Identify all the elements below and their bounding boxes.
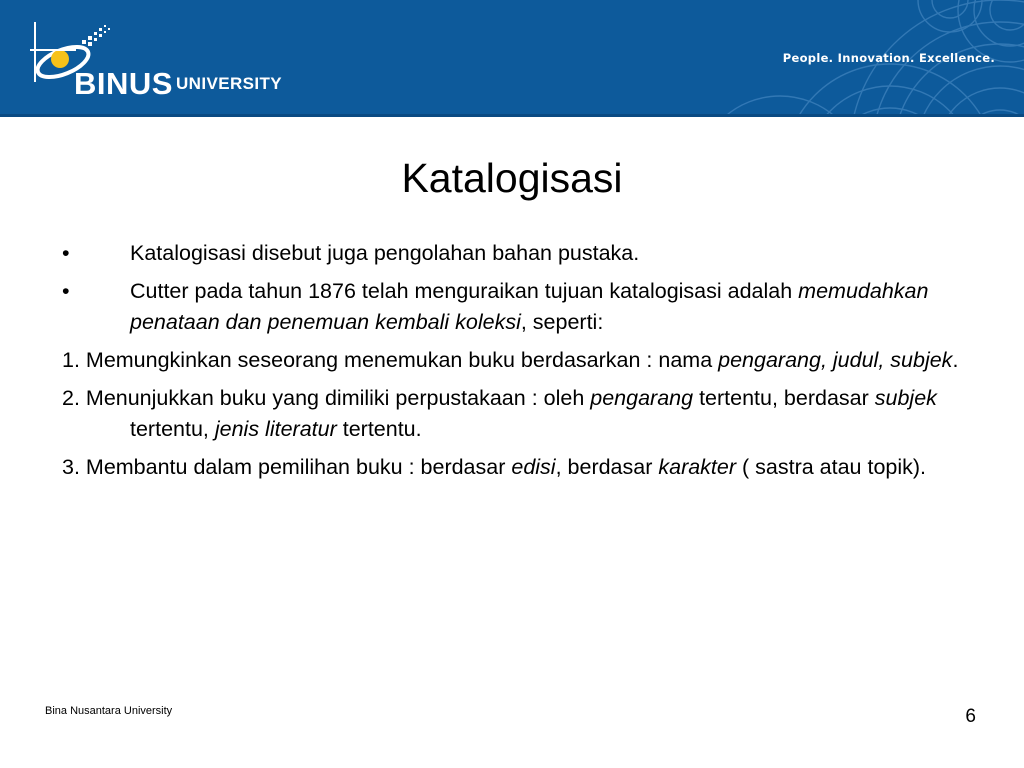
logo-subtitle-text: UNIVERSITY — [176, 74, 283, 93]
emphasis-text: memudahkan penataan dan penemuan kembali koleksi — [130, 279, 929, 334]
item-text: 1. Memungkinkan seseorang menemukan buku berdasarkan : nama — [62, 348, 719, 372]
bullet-text: Katalogisasi disebut juga pengolahan bahan pustaka. — [130, 241, 640, 265]
item-text: 3. Membantu dalam pemilihan buku : berdasar — [62, 455, 512, 479]
item-text: tertentu, berdasar — [693, 386, 875, 410]
slide-header — [0, 0, 1024, 117]
item-text: tertentu, — [130, 417, 215, 441]
item-text: , berdasar — [555, 455, 659, 479]
item-text: tertentu. — [336, 417, 422, 441]
emphasis-text: subjek — [874, 386, 937, 410]
emphasis-text: karakter — [658, 455, 737, 479]
header-tagline: People. Innovation. Excellence. — [782, 51, 995, 65]
numbered-item — [62, 383, 972, 445]
bullet-marker: • — [62, 279, 70, 303]
bullet-marker: • — [62, 241, 70, 265]
logo-brand-text: BINUS — [74, 66, 173, 101]
slide-title: Katalogisasi — [401, 155, 623, 201]
item-text: 2. Menunjukkan buku yang dimiliki perpustakaan : oleh — [62, 386, 591, 410]
slide-content — [62, 238, 972, 490]
emphasis-text: jenis literatur — [214, 417, 337, 441]
item-text: . — [952, 348, 959, 372]
item-text: ( sastra atau topik). — [736, 455, 927, 479]
bullet-text: Cutter pada tahun 1876 telah menguraikan tujuan katalogisasi adalah — [130, 279, 799, 303]
page-number: 6 — [965, 706, 976, 727]
header-divider — [0, 114, 1024, 117]
bullet-text: , seperti: — [520, 310, 604, 334]
numbered-item — [62, 345, 972, 376]
numbered-item — [62, 452, 972, 483]
emphasis-text: pengarang — [590, 386, 694, 410]
binus-university-logo — [30, 22, 310, 104]
emphasis-text: pengarang, judul, subjek — [718, 348, 953, 372]
footer-organization: Bina Nusantara University — [45, 705, 173, 717]
bullet-item — [62, 238, 972, 269]
emphasis-text: edisi — [511, 455, 556, 479]
bullet-item — [62, 276, 972, 338]
